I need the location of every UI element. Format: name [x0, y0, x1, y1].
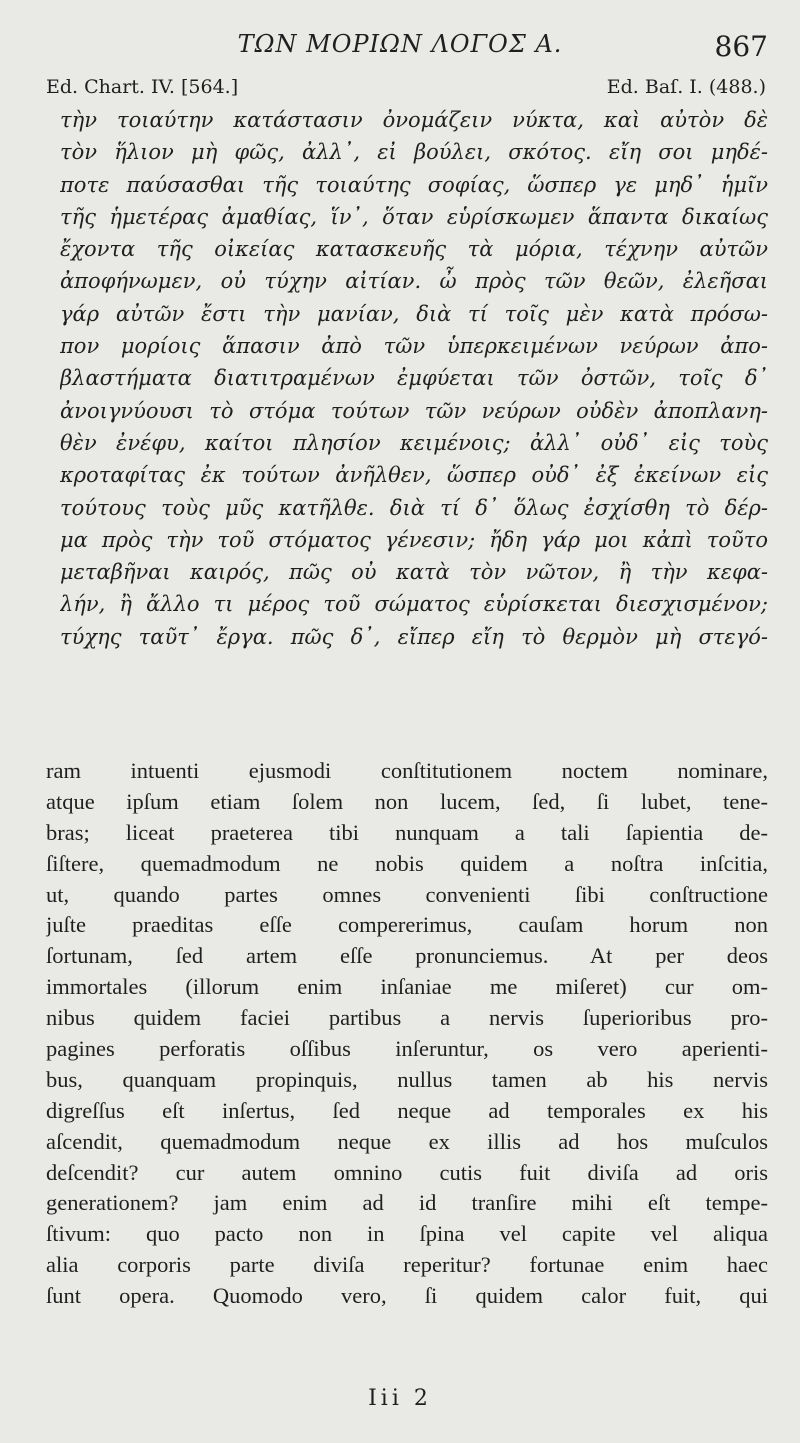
- edition-basel: Ed. Baſ. I. (488.): [606, 76, 766, 98]
- greek-line: γάρ αὐτῶν ἔστι τὴν μανίαν, διὰ τί τοῖς μὲν κατὰ πρόσω-: [60, 301, 768, 326]
- greek-line: βλαστήματα διατιτραμένων ἐμφύεται τῶν ὀστῶν, τοῖς δ᾽: [60, 366, 768, 391]
- edition-chartier: Ed. Chart. IV. [564.]: [46, 76, 239, 98]
- latin-line: alia corporis parte diviſa reperitur? fortunae enim haec: [46, 1252, 768, 1278]
- greek-line: τούτους τοὺς μῦς κατῆλθε. διὰ τί δ᾽ ὅλως ἐσχίσθη τὸ δέρ-: [60, 495, 768, 520]
- greek-line: λήν, ἢ ἄλλο τι μέρος τοῦ σώματος εὑρίσκεται διεσχισμένον;: [60, 592, 768, 617]
- latin-line: immortales (illorum enim inſaniae me miſeret) cur om-: [46, 974, 768, 1000]
- running-head: ΤΩΝ ΜΟΡΙΩΝ ΛΟΓΟΣ Α.: [237, 30, 563, 58]
- greek-line: τύχης ταῦτ᾽ ἔργα. πῶς δ᾽, εἴπερ εἴη τὸ θερμὸν μὴ στεγό-: [60, 624, 768, 649]
- latin-line: juſte praeditas eſſe compererimus, cauſam horum non: [46, 912, 768, 938]
- greek-text-block: [60, 104, 768, 653]
- latin-line: aſcendit, quemadmodum neque ex illis ad hos muſculos: [46, 1128, 768, 1154]
- latin-line: pagines perforatis oſſibus inſeruntur, os vero aperienti-: [46, 1036, 768, 1062]
- latin-line: bus, quanquam propinquis, nullus tamen ab his nervis: [46, 1066, 768, 1092]
- latin-line: ſortunam, ſed artem eſſe pronunciemus. At per deos: [46, 943, 768, 969]
- latin-line: ram intuenti ejusmodi conſtitutionem noctem nominare,: [46, 758, 768, 783]
- greek-line: πον μορίοις ἅπασιν ἀπὸ τῶν ὑπερκειμένων νεύρων ἀπο-: [60, 334, 768, 359]
- latin-line: generationem? jam enim ad id tranſire mihi eſt tempe-: [46, 1190, 768, 1216]
- signature-mark: Iii 2: [368, 1386, 432, 1411]
- greek-line: ἀποφήνωμεν, οὐ τύχην αἰτίαν. ὦ πρὸς τῶν θεῶν, ἐλεῆσαι: [60, 269, 768, 294]
- latin-line: atque ipſum etiam ſolem non lucem, ſed, ſi lubet, tene-: [46, 788, 768, 814]
- latin-line: ſtivum: quo pacto non in ſpina vel capite vel aliqua: [46, 1221, 768, 1247]
- latin-text-block: [46, 756, 768, 1312]
- latin-line: digreſſus eſt inſertus, ſed neque ad temporales ex his: [46, 1097, 768, 1123]
- latin-line: nibus quidem faciei partibus a nervis ſuperioribus pro-: [46, 1005, 768, 1031]
- greek-line: τὴν τοιαύτην κατάστασιν ὀνομάζειν νύκτα, καὶ αὐτὸν δὲ: [60, 108, 768, 132]
- edition-references: [46, 76, 766, 98]
- page-number: 867: [714, 30, 768, 63]
- latin-line: ut, quando partes omnes convenienti ſibi conſtructione: [46, 881, 768, 907]
- greek-line: ἔχοντα τῆς οἰκείας κατασκευῆς τὰ μόρια, τέχνην αὐτῶν: [60, 237, 768, 262]
- greek-line: ποτε παύσασθαι τῆς τοιαύτης σοφίας, ὥσπερ γε μηδ᾽ ἡμῖν: [60, 172, 768, 197]
- greek-line: τῆς ἡμετέρας ἀμαθίας, ἵν᾽, ὅταν εὑρίσκωμεν ἅπαντα δικαίως: [60, 204, 768, 229]
- latin-line: ſunt opera. Quomodo vero, ſi quidem calor fuit, qui: [46, 1283, 768, 1309]
- latin-line: bras; liceat praeterea tibi nunquam a tali ſapientia de-: [46, 819, 768, 845]
- greek-line: ἀνοιγνύουσι τὸ στόμα τούτων τῶν νεύρων οὐδὲν ἀποπλανη-: [60, 398, 768, 423]
- latin-line: deſcendit? cur autem omnino cutis fuit diviſa ad oris: [46, 1159, 768, 1185]
- greek-line: τὸν ἥλιον μὴ φῶς, ἀλλ᾽, εἰ βούλει, σκότος. εἴη σοι μηδέ-: [60, 140, 768, 165]
- latin-line: ſiſtere, quemadmodum ne nobis quidem a noſtra inſcitia,: [46, 850, 768, 876]
- greek-line: μα πρὸς τὴν τοῦ στόματος γένεσιν; ἤδη γάρ μοι κἀπὶ τοῦτο: [60, 527, 768, 552]
- greek-line: μεταβῆναι καιρός, πῶς οὐ κατὰ τὸν νῶτον, ἢ τὴν κεφα-: [60, 560, 768, 585]
- greek-line: κροταφίτας ἐκ τούτων ἀνῆλθεν, ὥσπερ οὐδ᾽ ἐξ ἐκείνων εἰς: [60, 463, 768, 488]
- greek-line: θὲν ἐνέφυ, καίτοι πλησίον κειμένοις; ἀλλ᾽ οὐδ᾽ εἰς τοὺς: [60, 430, 768, 455]
